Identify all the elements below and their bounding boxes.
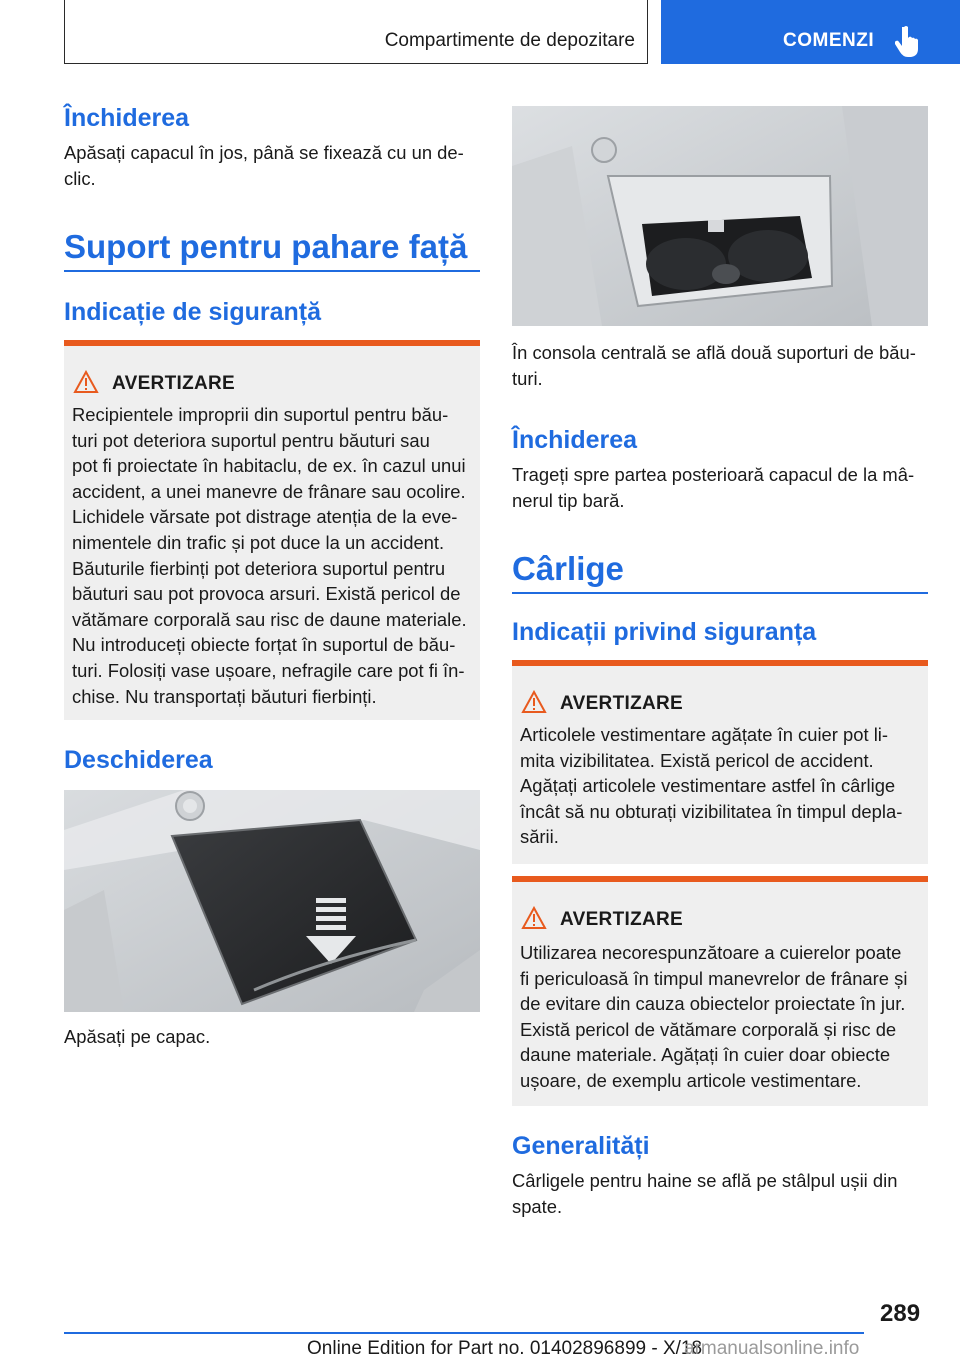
general-text-line: spate. (512, 1196, 563, 1217)
cupholder-heading: Suport pentru pahare față (64, 228, 468, 265)
warning-box (512, 876, 928, 1106)
section-rule (512, 592, 928, 594)
warning-text (520, 940, 907, 1094)
warning-title: AVERTIZARE (112, 373, 235, 394)
warning-line: de evitare din cauza obiectelor proiectate în jur. (520, 993, 906, 1015)
general-heading: Generalități (512, 1132, 650, 1160)
warning-line: Lichidele vărsate pot distrage atenția de la eve- (72, 506, 458, 528)
warning-line: sării. (520, 826, 559, 848)
warning-triangle-icon (521, 690, 547, 714)
warning-line: Băuturile fierbinți pot deteriora suportul pentru (72, 557, 446, 579)
hooks-heading: Cârlige (512, 550, 624, 587)
warning-line: ușoare, de exemplu articole vestimentare. (520, 1069, 862, 1091)
warning-line: turi pot deteriora suportul pentru băuturi sau (72, 429, 430, 451)
warning-line: nimentele din trafic și pot duce la un accident. (72, 531, 445, 553)
console-photo (512, 106, 928, 326)
warning-line: Agățați articolele vestimentare astfel în cârlige (520, 775, 896, 797)
hand-pointer-icon (895, 24, 925, 58)
warning-box (64, 340, 480, 720)
warning-box (512, 660, 928, 864)
opening-caption: Apăsați pe capac. (64, 1026, 211, 1047)
closing-heading-right: Închiderea (512, 426, 638, 454)
header-section-tab[interactable] (661, 0, 960, 64)
closing-text-line: clic. (64, 168, 96, 189)
warning-triangle-icon (73, 370, 99, 394)
opening-photo (64, 790, 480, 1012)
console-caption-line: turi. (512, 368, 543, 389)
footer-rule (64, 1332, 864, 1334)
warning-line: accident, a unei manevre de frânare sau ocolire. (72, 480, 466, 502)
console-caption-line: În consola centrală se află două suporturi de bău- (512, 342, 916, 363)
warning-line: daune materiale. Agățați în cuier doar obiecte (520, 1044, 891, 1066)
opening-heading: Deschiderea (64, 746, 213, 774)
closing-text-line: nerul tip bară. (512, 490, 625, 511)
chapter-title: Compartimente de depozitare (384, 30, 635, 51)
page-number: 289 (880, 1300, 921, 1327)
hooks-safety-heading: Indicații privind siguranța (512, 618, 817, 646)
section-label: COMENZI (783, 30, 875, 51)
closing-text-line: Apăsați capacul în jos, până se fixează cu un de- (64, 142, 464, 163)
safety-heading: Indicație de siguranță (64, 298, 322, 326)
edition-text: Online Edition for Part no. 01402896899 - X/18 (307, 1338, 703, 1359)
warning-line: Articolele vestimentare agățate în cuier pot li- (520, 724, 888, 745)
warning-line: turi. Folosiți vase ușoare, nefragile care pot fi în- (72, 659, 465, 681)
warning-line: Nu introduceți obiecte forțat în suportul de bău- (72, 634, 456, 656)
warning-line: mita vizibilitatea. Există pericol de accident. (520, 749, 874, 771)
warning-line: încât să nu obturați vizibilitatea în timpul depla- (520, 800, 903, 822)
warning-line: băuturi sau pot provoca arsuri. Există pericol de (72, 583, 461, 605)
closing-text-line: Trageți spre partea posterioară capacul de la mâ- (512, 464, 915, 485)
watermark: armanualsonline.info (684, 1338, 860, 1359)
header-chapter-box (64, 0, 648, 64)
general-text-line: Cârligele pentru haine se află pe stâlpul ușii din (512, 1170, 898, 1191)
warning-line: Utilizarea necorespunzătoare a cuierelor poate (520, 942, 902, 963)
warning-line: pot fi proiectate în habitaclu, de ex. în cazul unui (72, 455, 466, 477)
warning-triangle-icon (521, 906, 547, 930)
warning-title: AVERTIZARE (560, 693, 683, 714)
warning-line: Există pericol de vătămare corporală și risc de (520, 1018, 897, 1040)
warning-text (520, 722, 902, 850)
warning-line: vătămare corporală sau risc de daune materiale. (72, 608, 467, 630)
warning-text (72, 402, 467, 709)
warning-line: fi periculoasă în timpul manevrelor de frânare și (520, 967, 908, 989)
warning-line: Recipientele improprii din suportul pentru bău- (72, 404, 449, 425)
closing-heading-left: Închiderea (64, 104, 190, 132)
warning-line: chise. Nu transportați băuturi fierbinți. (72, 685, 377, 707)
section-rule (64, 270, 480, 272)
warning-title: AVERTIZARE (560, 909, 683, 930)
